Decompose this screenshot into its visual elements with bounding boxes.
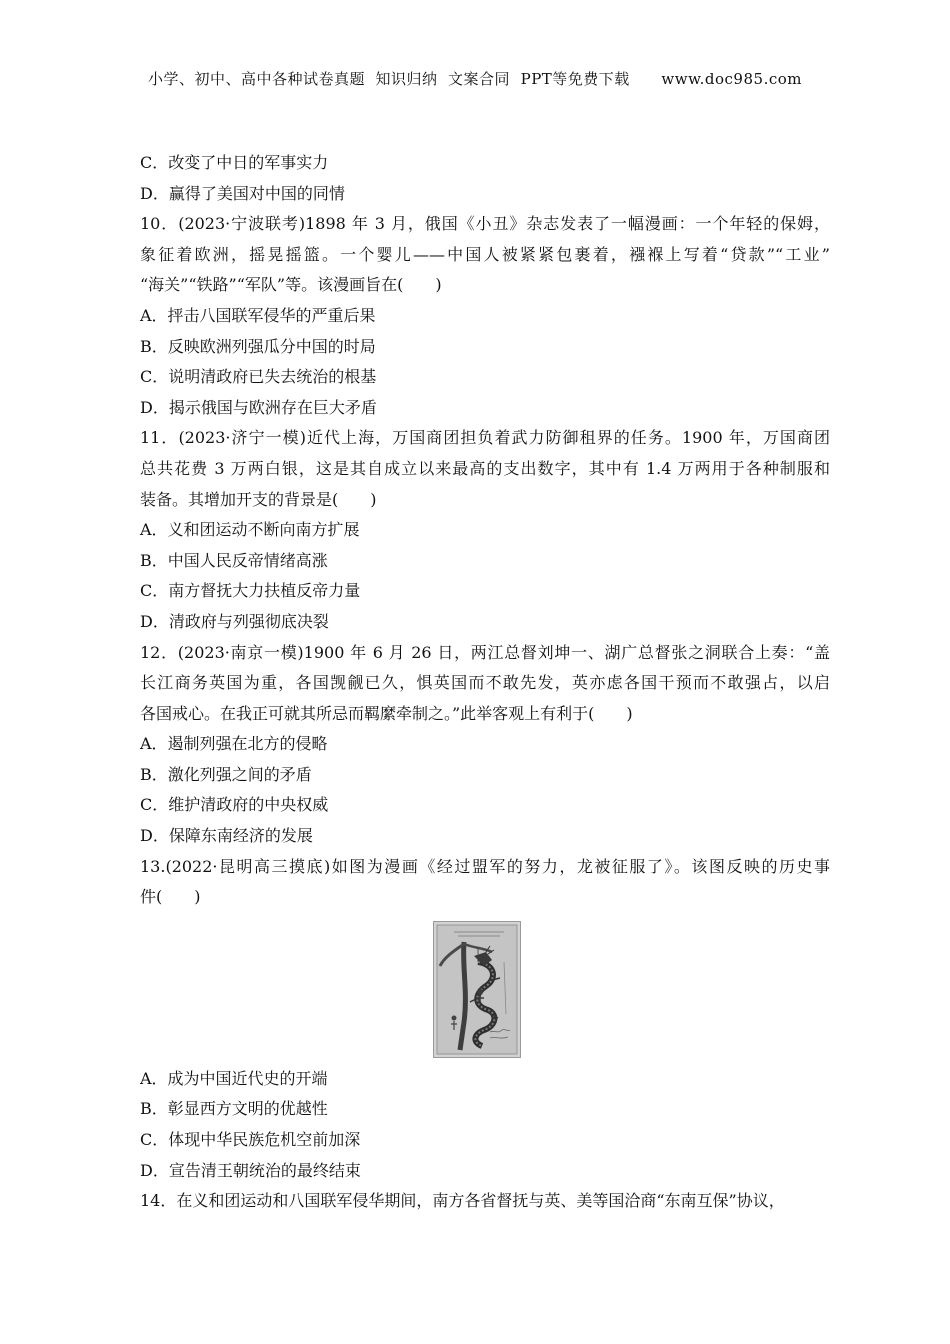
question-text-line: 各国戒心。在我正可就其所忌而羁縻牵制之。”此举客观上有利于( ) bbox=[140, 703, 633, 723]
question-10 bbox=[140, 209, 830, 423]
question-text-line: 11．(2023·济宁一模)近代上海，万国商团担负着武力防御租界的任务。1900 年，万国商团 bbox=[140, 428, 830, 448]
option-d: D．宣告清王朝统治的最终结束 bbox=[140, 1160, 361, 1180]
question-text-line: 件( ) bbox=[140, 887, 201, 907]
question-text-line: 象征着欧洲，摇晃摇篮。一个婴儿——中国人被紧紧包裹着，襁褓上写着“贷款”“工业” bbox=[140, 244, 830, 264]
cartoon-dragon-illustration bbox=[433, 921, 521, 1058]
question-text-line: 12．(2023·南京一模)1900 年 6 月 26 日，两江总督刘坤一、湖广总督张之洞联合上奏：“盖 bbox=[140, 642, 830, 662]
option-b: B．反映欧洲列强瓜分中国的时局 bbox=[140, 336, 376, 356]
option-a: A．抨击八国联军侵华的严重后果 bbox=[140, 305, 376, 325]
option-d: D．保障东南经济的发展 bbox=[140, 826, 313, 846]
question-text-line: 长江商务英国为重，各国觊觎已久，惧英国而不敢先发，英亦虑各国干预而不敢强占，以启 bbox=[140, 673, 830, 693]
question-13 bbox=[140, 852, 830, 1187]
question-text-line: 14．在义和团运动和八国联军侵华期间，南方各省督抚与英、美等国洽商“东南互保”协议， bbox=[140, 1191, 785, 1211]
option-b: B．激化列强之间的矛盾 bbox=[140, 764, 312, 784]
option-c: C．维护清政府的中央权威 bbox=[140, 795, 329, 815]
question-11 bbox=[140, 423, 830, 637]
page-header: 小学、初中、高中各种试卷真题 知识归纳 文案合同 PPT等免费下载 www.doc985.com bbox=[147, 70, 802, 88]
option-b: B．彰显西方文明的优越性 bbox=[140, 1099, 328, 1119]
option-b: B．中国人民反帝情绪高涨 bbox=[140, 550, 328, 570]
question-text-line: 装备。其增加开支的背景是( ) bbox=[140, 489, 377, 509]
option-d: D．清政府与列强彻底决裂 bbox=[140, 611, 329, 631]
question-text-line: 13.(2022·昆明高三摸底)如图为漫画《经过盟军的努力，龙被征服了》。该图反映的历史事 bbox=[140, 856, 830, 876]
question-text-line: 总共花费 3 万两白银，这是其自成立以来最高的支出数字，其中有 1.4 万两用于各种制服和 bbox=[140, 458, 830, 478]
option-c: C．改变了中日的军事实力 bbox=[140, 153, 329, 172]
question-text-line: 10．(2023·宁波联考)1898 年 3 月，俄国《小丑》杂志发表了一幅漫画：一个年轻的保姆， bbox=[140, 214, 830, 234]
option-d: D．揭示俄国与欧洲存在巨大矛盾 bbox=[140, 397, 377, 417]
option-c: C．南方督抚大力扶植反帝力量 bbox=[140, 581, 361, 601]
question-12 bbox=[140, 638, 830, 852]
question-14 bbox=[140, 1186, 830, 1217]
question-content bbox=[140, 148, 830, 1217]
option-c: C．体现中华民族危机空前加深 bbox=[140, 1130, 361, 1150]
option-a: A．义和团运动不断向南方扩展 bbox=[140, 520, 360, 540]
option-d: D．赢得了美国对中国的同情 bbox=[140, 183, 345, 203]
option-a: A．成为中国近代史的开端 bbox=[140, 1068, 328, 1088]
option-c: C．说明清政府已失去统治的根基 bbox=[140, 367, 377, 387]
question-text-line: “海关”“铁路”“军队”等。该漫画旨在( ) bbox=[140, 275, 442, 295]
option-a: A．遏制列强在北方的侵略 bbox=[140, 734, 328, 754]
